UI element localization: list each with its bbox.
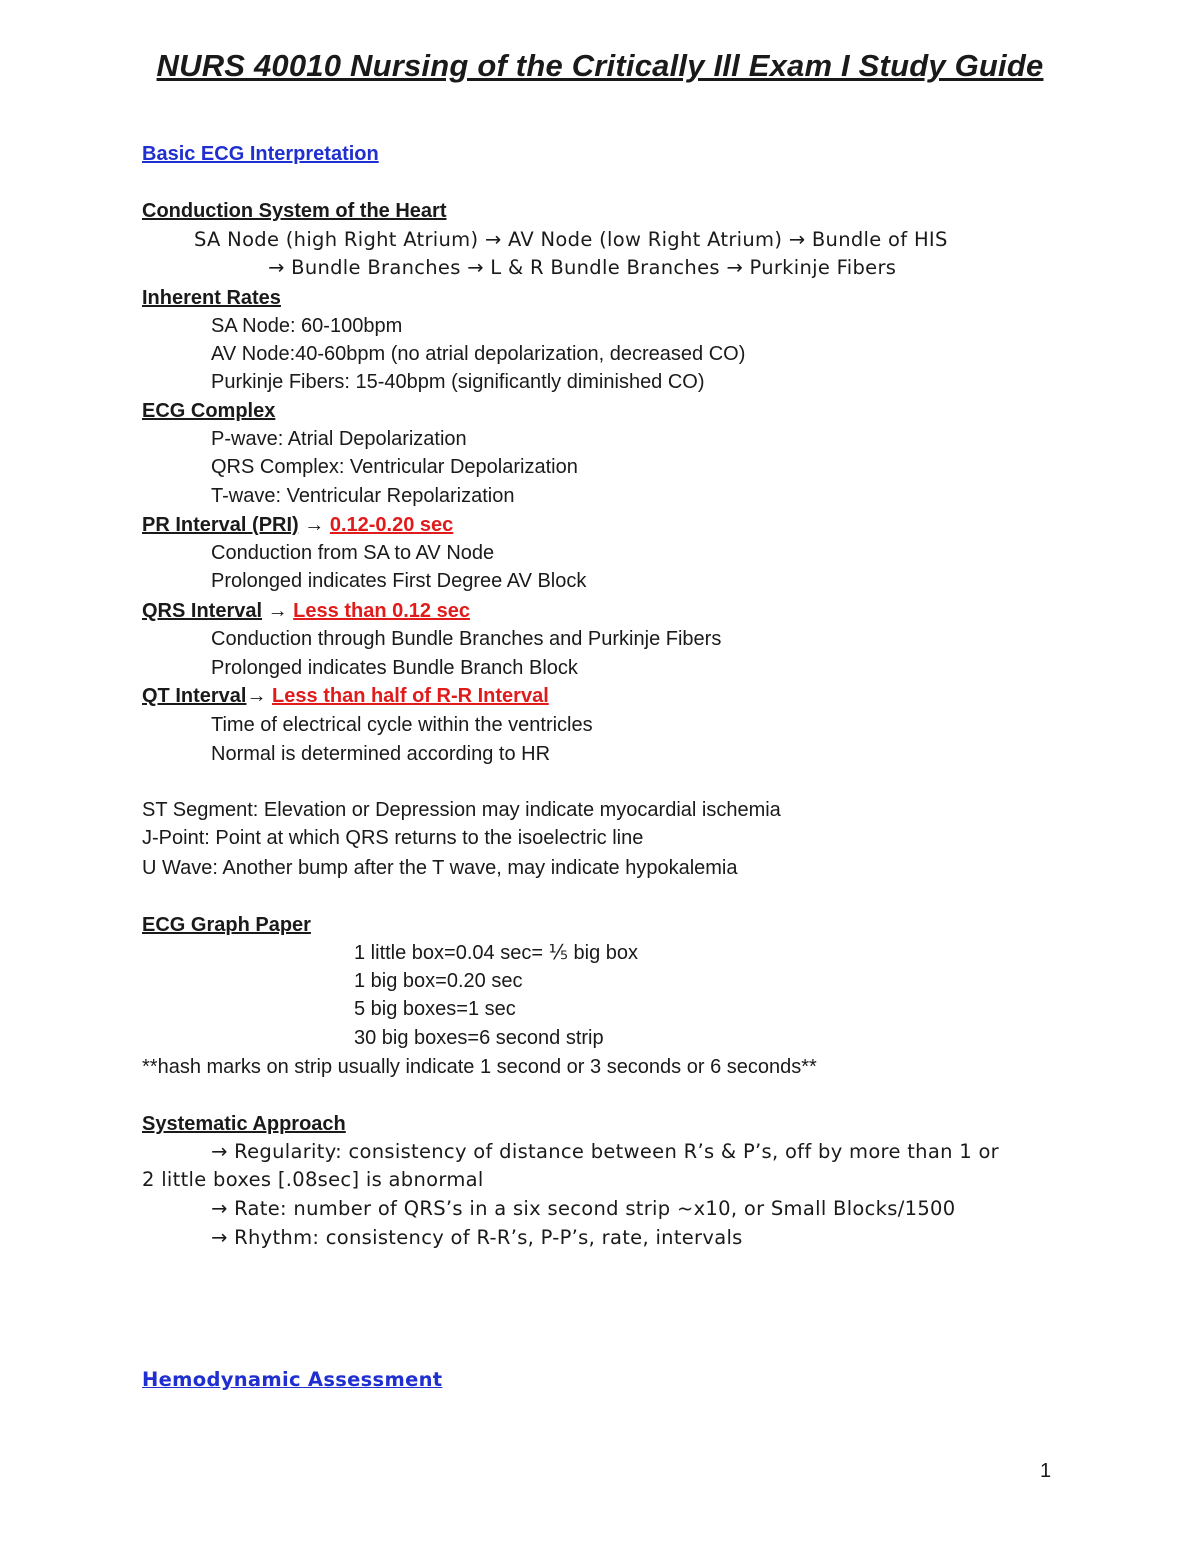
inherent-rates-heading: Inherent Rates [142, 287, 281, 309]
pr-interval-row [142, 511, 453, 539]
systematic-heading: Systematic Approach [142, 1113, 346, 1135]
graph-paper-item: 5 big boxes=1 sec [354, 998, 516, 1020]
hemodynamic-link[interactable]: Hemodynamic Assessment [142, 1368, 443, 1391]
qt-interval-row [142, 682, 549, 710]
basic-ecg-link[interactable]: Basic ECG Interpretation [142, 143, 379, 165]
systematic-regularity-line-2: 2 little boxes [.08sec] is abnormal [142, 1168, 484, 1191]
pr-interval-item: Conduction from SA to AV Node [211, 542, 495, 564]
ecg-complex-item: T-wave: Ventricular Repolarization [211, 485, 515, 507]
ecg-complex-item: QRS Complex: Ventricular Depolarization [211, 456, 578, 478]
arrow-icon: → [246, 685, 273, 707]
misc-item: ST Segment: Elevation or Depression may indicate myocardial ischemia [142, 799, 781, 821]
conduction-line-2: → Bundle Branches → L & R Bundle Branches → Purkinje Fibers [268, 256, 897, 279]
qt-interval-heading: QT Interval [142, 685, 247, 707]
page-title: NURS 40010 Nursing of the Critically Ill Exam I Study Guide [156, 48, 1044, 83]
inherent-rate-item: AV Node:40-60bpm (no atrial depolarization, decreased CO) [211, 343, 746, 365]
arrow-icon: → [298, 514, 330, 536]
misc-item: J-Point: Point at which QRS returns to the isoelectric line [142, 827, 644, 849]
inherent-rate-item: Purkinje Fibers: 15-40bpm (significantly diminished CO) [211, 371, 705, 393]
qrs-interval-value: Less than 0.12 sec [293, 600, 470, 622]
pr-interval-item: Prolonged indicates First Degree AV Block [211, 570, 587, 592]
page-number: 1 [1040, 1460, 1052, 1482]
graph-paper-item: 1 big box=0.20 sec [354, 970, 523, 992]
misc-item: U Wave: Another bump after the T wave, may indicate hypokalemia [142, 857, 738, 879]
qrs-interval-row [142, 597, 470, 625]
ecg-complex-heading: ECG Complex [142, 400, 276, 422]
graph-paper-note: **hash marks on strip usually indicate 1 second or 3 seconds or 6 seconds** [142, 1056, 817, 1078]
qrs-interval-item: Conduction through Bundle Branches and Purkinje Fibers [211, 628, 722, 650]
section-heading-hemodynamic[interactable] [142, 1366, 442, 1394]
qt-interval-value: Less than half of R-R Interval [272, 685, 549, 707]
section-heading-basic-ecg[interactable] [142, 140, 379, 168]
qrs-interval-item: Prolonged indicates Bundle Branch Block [211, 657, 578, 679]
systematic-regularity-line-1: → Regularity: consistency of distance between R’s & P’s, off by more than 1 or [211, 1140, 1000, 1163]
arrow-icon: → [262, 600, 294, 622]
ecg-complex-item: P-wave: Atrial Depolarization [211, 428, 467, 450]
conduction-line-1: SA Node (high Right Atrium) → AV Node (low Right Atrium) → Bundle of HIS [194, 228, 948, 251]
graph-paper-item: 1 little box=0.04 sec= ⅕ big box [354, 942, 639, 964]
conduction-heading: Conduction System of the Heart [142, 200, 447, 222]
graph-paper-item: 30 big boxes=6 second strip [354, 1027, 604, 1049]
pr-interval-heading: PR Interval (PRI) [142, 514, 299, 536]
qt-interval-item: Time of electrical cycle within the ventricles [211, 714, 593, 736]
systematic-rate: → Rate: number of QRS’s in a six second strip ~x10, or Small Blocks/1500 [211, 1197, 956, 1220]
graph-paper-heading: ECG Graph Paper [142, 914, 311, 936]
pr-interval-value: 0.12-0.20 sec [329, 514, 454, 536]
qt-interval-item: Normal is determined according to HR [211, 743, 551, 765]
inherent-rate-item: SA Node: 60-100bpm [211, 315, 403, 337]
qrs-interval-heading: QRS Interval [142, 600, 263, 622]
systematic-rhythm: → Rhythm: consistency of R-R’s, P-P’s, rate, intervals [211, 1226, 743, 1249]
